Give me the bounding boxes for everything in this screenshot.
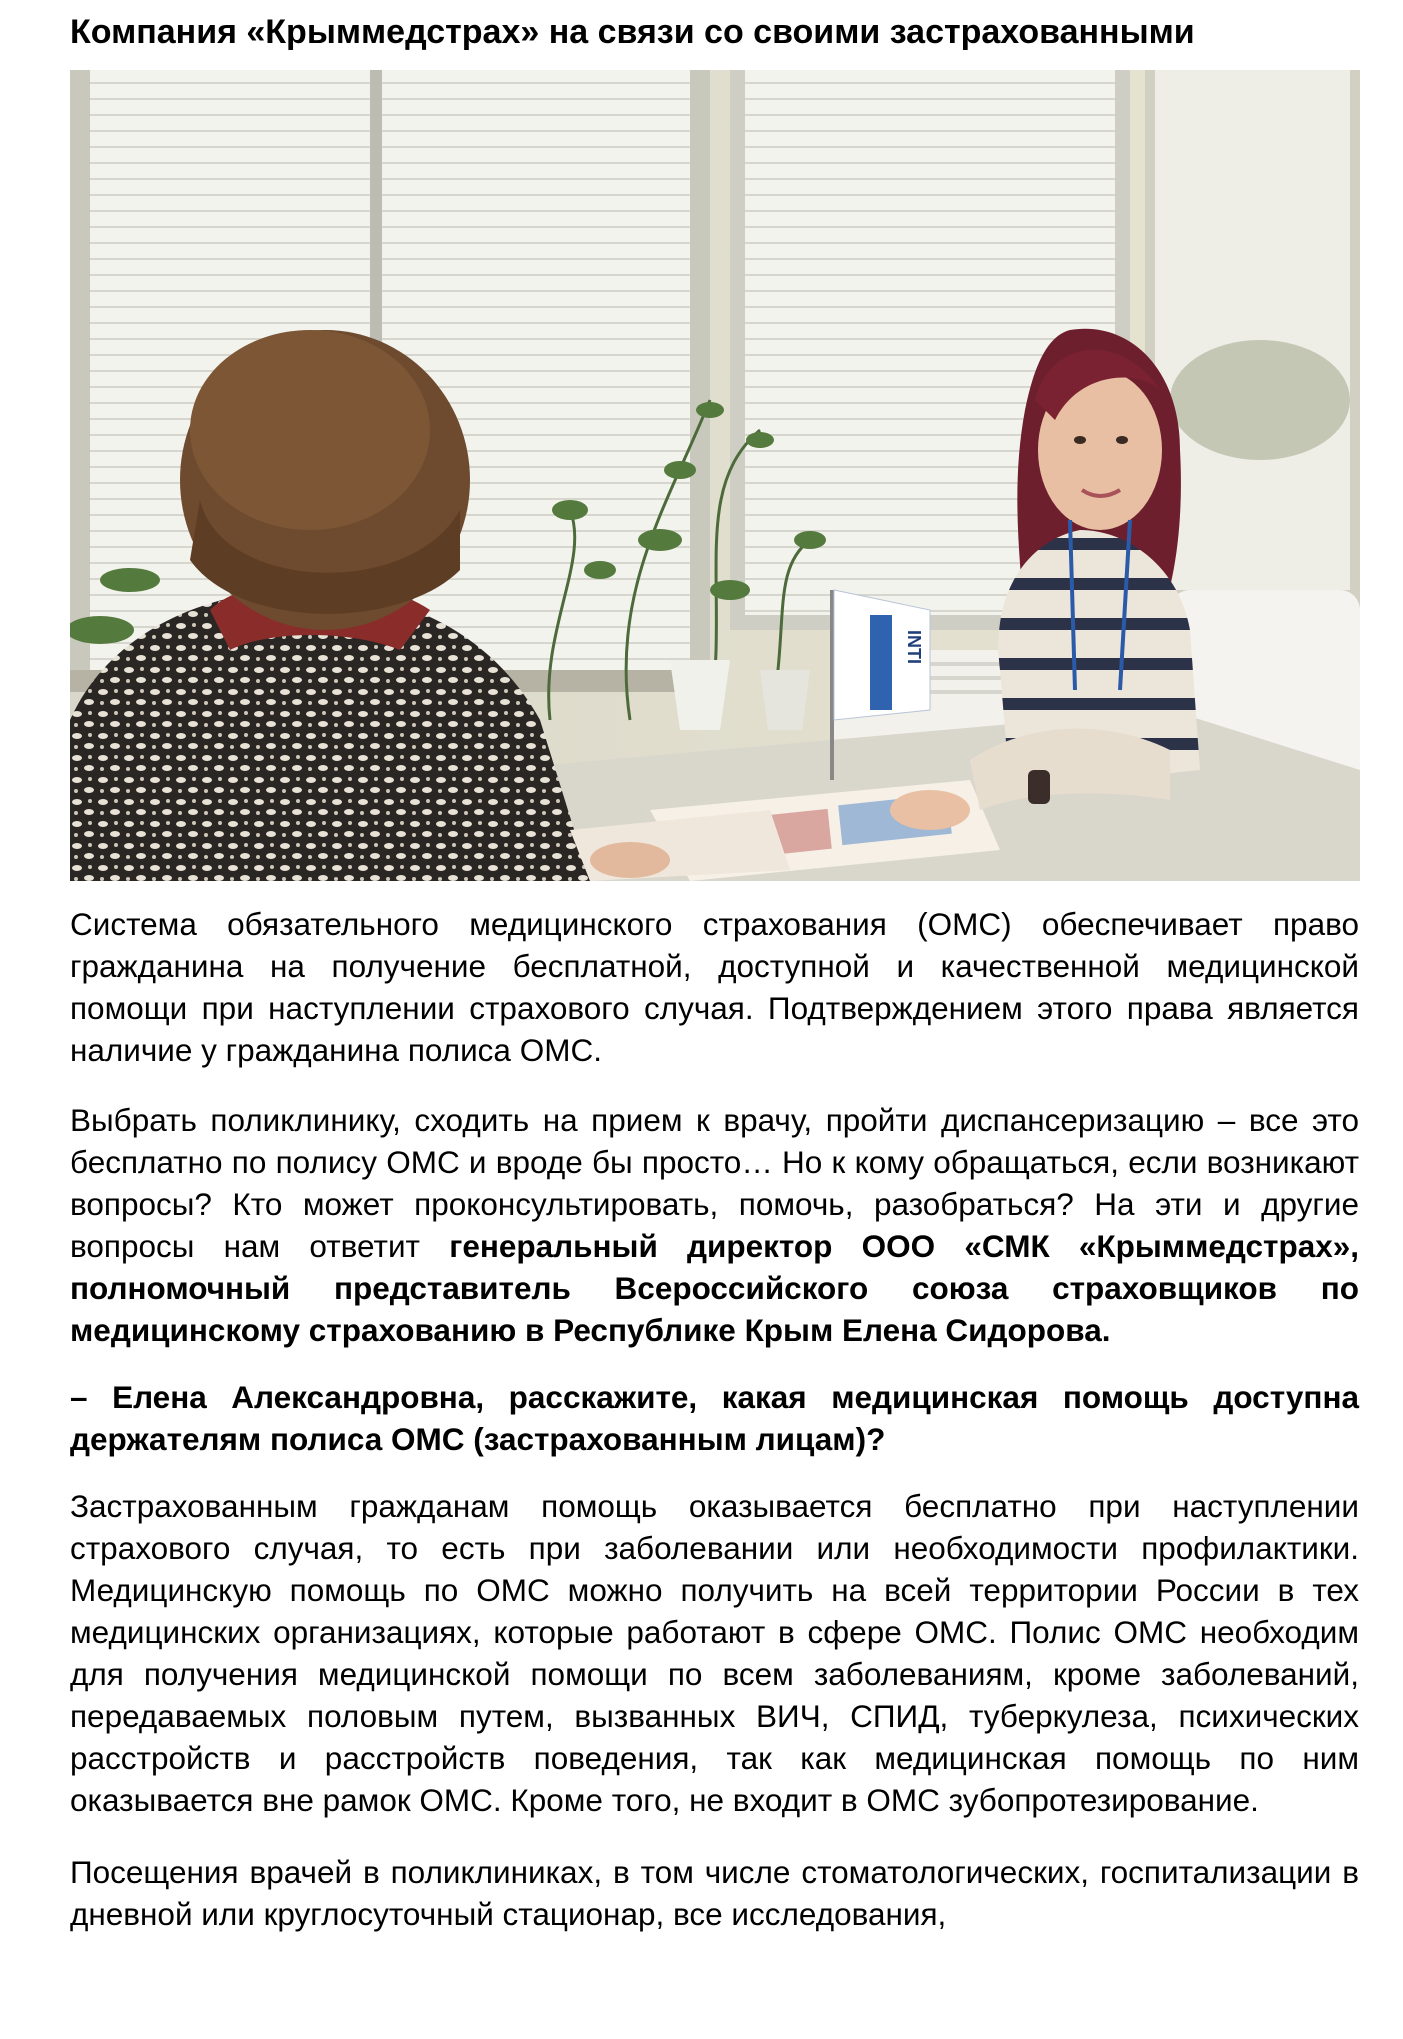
paragraph-2	[70, 1099, 1359, 1351]
article-photo	[70, 70, 1360, 881]
paragraph-2-text: Выбрать поликлинику, сходить на прием к врачу, пройти диспансеризацию – все это бесплатно по полису ОМС и вроде бы просто… Но к кому обращаться, если возникают вопросы? Кто может проконсультировать, помочь, разобраться? На эти и другие вопросы нам ответит	[70, 1102, 1359, 1264]
paragraph-3: Застрахованным гражданам помощь оказывается бесплатно при наступлении страхового случая, то есть при заболевании или необходимости профилактики. Медицинскую помощь по ОМС можно получить на всей территории России в тех медицинских организациях, которые работают в сфере ОМС. Полис ОМС необходим для получения медицинской помощи по всем заболеваниям, кроме заболеваний, передаваемых половым путем, вызванных ВИЧ, СПИД, туберкулеза, психических расстройств и расстройств поведения, так как медицинская помощь по ним оказывается вне рамок ОМС. Кроме того, не входит в ОМС зубопротезирование.	[70, 1488, 1359, 1818]
interview-question: – Елена Александровна, расскажите, какая медицинская помощь доступна держателям полиса ОМС (застрахованным лицам)?	[70, 1379, 1359, 1457]
flag-label: INTI	[904, 630, 924, 664]
article-title: Компания «Крыммедстрах» на связи со своими застрахованными	[70, 13, 1195, 51]
article-body	[70, 903, 1359, 1935]
paragraph-1: Система обязательного медицинского страхования (ОМС) обеспечивает право гражданина на получение бесплатной, доступной и качественной медицинской помощи при наступлении страхового случая. Подтверждением этого права является наличие у гражданина полиса ОМС.	[70, 906, 1359, 1068]
paragraph-4: Посещения врачей в поликлиниках, в том числе стоматологических, госпитализации в дневной или круглосуточный стационар, все исследования,	[70, 1854, 1359, 1932]
interviewee-credit: генеральный директор ООО «СМК «Крыммедстрах», полномочный представитель Всероссийского союза страховщиков по медицинскому страхованию в Республике Крым Елена Сидорова.	[70, 1228, 1360, 1348]
